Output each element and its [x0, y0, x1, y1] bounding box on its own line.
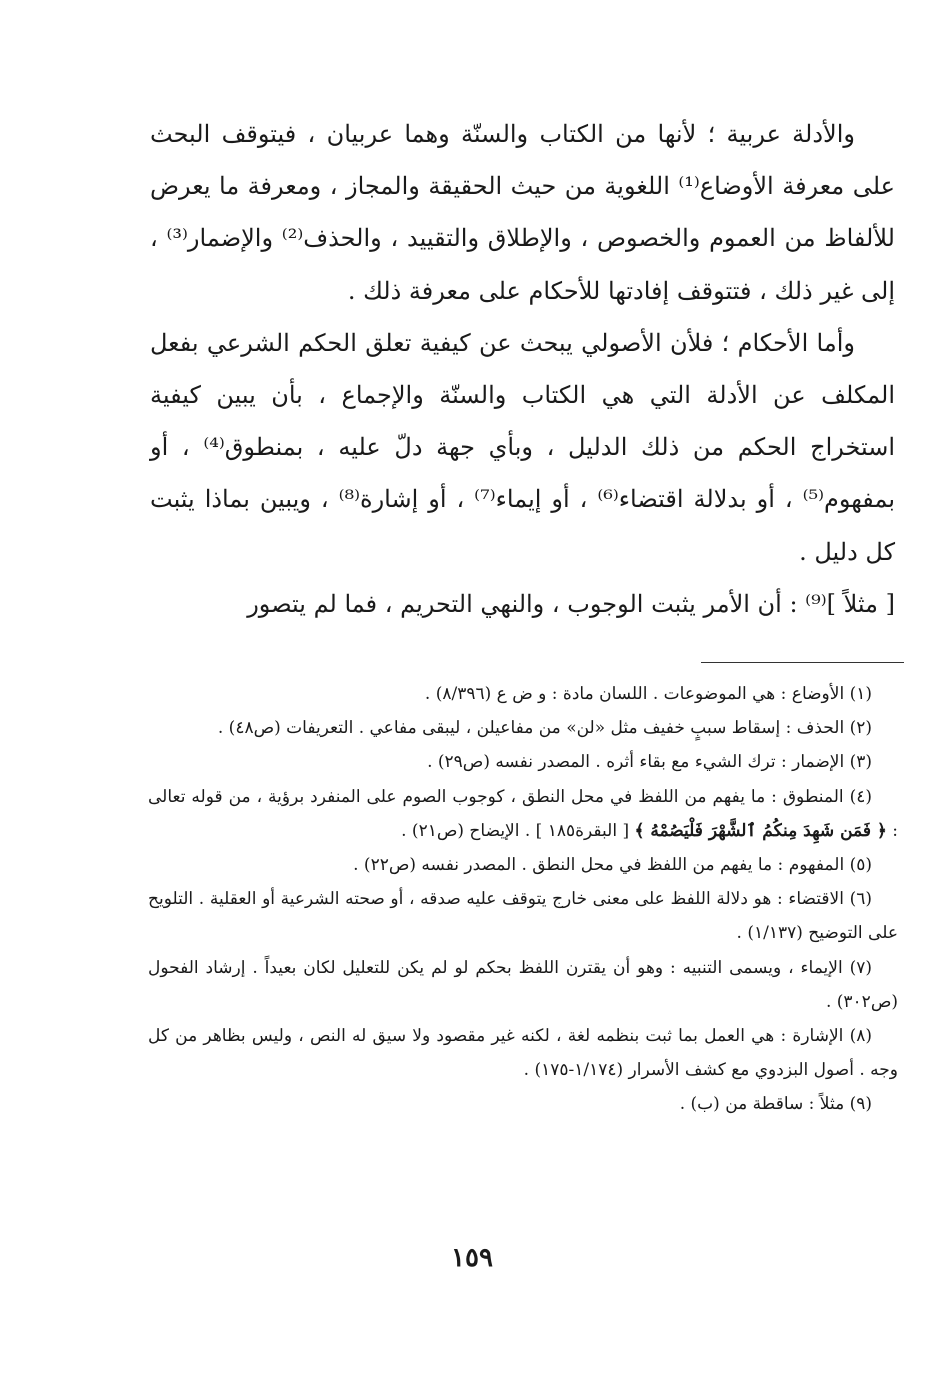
page-number: ١٥٩ — [451, 1243, 493, 1273]
quran-verse: ﴿ فَمَن شَهِدَ مِنكُمُ ٱلشَّهْرَ فَلْيَصُمْهُ ﴾ — [634, 820, 887, 841]
main-paragraph: وأما الأحكام ؛ فلأن الأصولي يبحث عن كيفية تعلق الحكم الشرعي بفعل المكلف عن الأدلة التي هي الكتاب والسنّة والإجماع ، بأن يبين كيفية استخراج الحكم من ذلك الدليل ، وبأي جهة دلّ عليه ، بمنطوق⁽⁴⁾ ، أو بمفهوم⁽⁵⁾ ، أو بدلالة اقتضاء⁽⁶⁾ ، أو إيماء⁽⁷⁾ ، أو إشارة⁽⁸⁾ ، ويبين بماذا يثبت كل دليل . — [150, 328, 896, 566]
main-text — [150, 108, 895, 630]
footnote: (٥) المفهوم : ما يفهم من اللفظ في محل النطق . المصدر نفسه (ص٢٢) . — [353, 855, 872, 876]
footnote-text: [ البقرة١٨٥ ] . الإيضاح (ص٢١) . — [401, 820, 635, 841]
footnote-text: (٤) المنطوق : ما يفهم من اللفظ في محل النطق ، كوجوب الصوم على المنفرد برؤية ، من قوله تعالى : — [148, 786, 898, 841]
footnote: (٢) الحذف : إسقاط سببٍ خفيف مثل «لن» من مفاعيلن ، ليبقى مفاعي . التعريفات (ص٤٨) . — [217, 718, 872, 739]
footnotes — [148, 677, 898, 1122]
footnote: (٦) الاقتضاء : هو دلالة اللفظ على معنى خارج يتوقف عليه صدقه ، أو صحته الشرعية أو العقلية . التلويح على التوضيح (١/١٣٧) . — [148, 889, 898, 944]
footnote: (٩) مثلاً : ساقطة من (ب) . — [679, 1094, 872, 1115]
footnote: (٧) الإيماء ، ويسمى التنبيه : وهو أن يقترن اللفظ بحكم لو لم يكن للتعليل لكان بعيداً . إرشاد الفحول (ص٣٠٢) . — [148, 957, 898, 1012]
footnote: (٣) الإضمار : ترك الشيء مع بقاء أثره . المصدر نفسه (ص٢٩) . — [427, 752, 872, 773]
main-paragraph: [ مثلاً ]⁽⁹⁾ : أن الأمر يثبت الوجوب ، والنهي التحريم ، فما لم يتصور — [247, 589, 895, 618]
footnote-divider — [701, 662, 904, 663]
footnote — [148, 780, 898, 848]
main-paragraph: والأدلة عربية ؛ لأنها من الكتاب والسنّة وهما عربيان ، فيتوقف البحث على معرفة الأوضاع⁽¹⁾ اللغوية من حيث الحقيقة والمجاز ، ومعرفة ما يعرض للألفاظ من العموم والخصوص ، والإطلاق والتقييد ، والحذف⁽²⁾ والإضمار⁽³⁾ ، إلى غير ذلك ، فتتوقف إفادتها للأحكام على معرفة ذلك . — [150, 120, 895, 305]
footnote: (٨) الإشارة : هي العمل بما ثبت بنظمه لغة ، لكنه غير مقصود ولا سيق له النص ، وليس بظاهر من كل وجه . أصول البزدوي مع كشف الأسرار (١/١٧٤-١٧٥) . — [148, 1026, 898, 1081]
footnote: (١) الأوضاع : هي الموضوعات . اللسان مادة : و ض ع (٨/٣٩٦) . — [424, 684, 872, 704]
